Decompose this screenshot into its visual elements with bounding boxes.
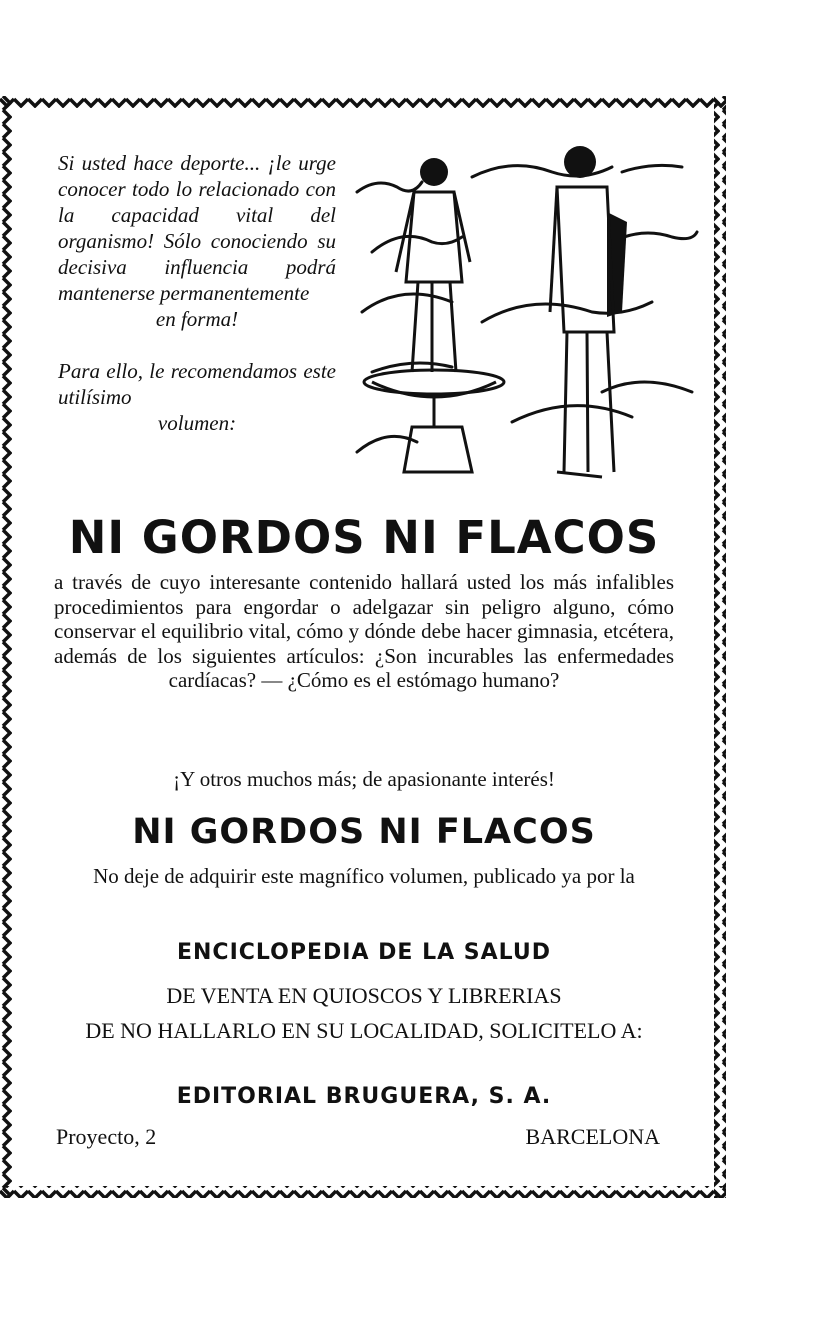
publisher-name: EDITORIAL BRUGUERA, S. A. xyxy=(176,1084,552,1109)
book-title: NI GORDOS NI FLACOS xyxy=(68,511,660,564)
recommend-paragraph: Para ello, le recomendamos este utilísimo xyxy=(58,359,336,409)
intro-text xyxy=(58,150,336,436)
illustration-men-on-scale xyxy=(352,132,702,487)
intro-paragraph: Si usted hace deporte... ¡le urge conocer todo lo relacionado con la capacidad vital del organismo! Sólo conociendo su decisiva influencia podrá mantenerse permanentemente xyxy=(58,151,336,305)
recommend-paragraph-end: volumen: xyxy=(157,411,237,435)
encyclopedia-name: ENCICLOPEDIA DE LA SALUD xyxy=(176,940,552,965)
request-info: DE NO HALLARLO EN SU LOCALIDAD, SOLICITELO A: xyxy=(85,1018,643,1043)
advertisement xyxy=(14,110,712,1184)
description-text: a través de cuyo interesante contenido hallará usted los más infalibles procedimientos para engordar o adelgazar sin peligro alguno, cómo conservar el equilibrio vital, cómo y dónde debe hacer gimnasia, etcétera, además de los siguientes artículos: ¿Son incurables las enfermedades cardíacas? — ¿Cómo es el estómago humano? xyxy=(54,570,674,692)
publisher-city: BARCELONA xyxy=(525,1124,660,1149)
publisher-address: Proyecto, 2 xyxy=(56,1124,157,1149)
purchase-text: No deje de adquirir este magnífico volumen, publicado ya por la xyxy=(93,864,635,888)
tagline: ¡Y otros muchos más; de apasionante interés! xyxy=(173,767,555,791)
sales-info: DE VENTA EN QUIOSCOS Y LIBRERIAS xyxy=(166,983,562,1008)
intro-paragraph-end: en forma! xyxy=(155,307,239,331)
book-title-repeat: NI GORDOS NI FLACOS xyxy=(132,812,596,852)
